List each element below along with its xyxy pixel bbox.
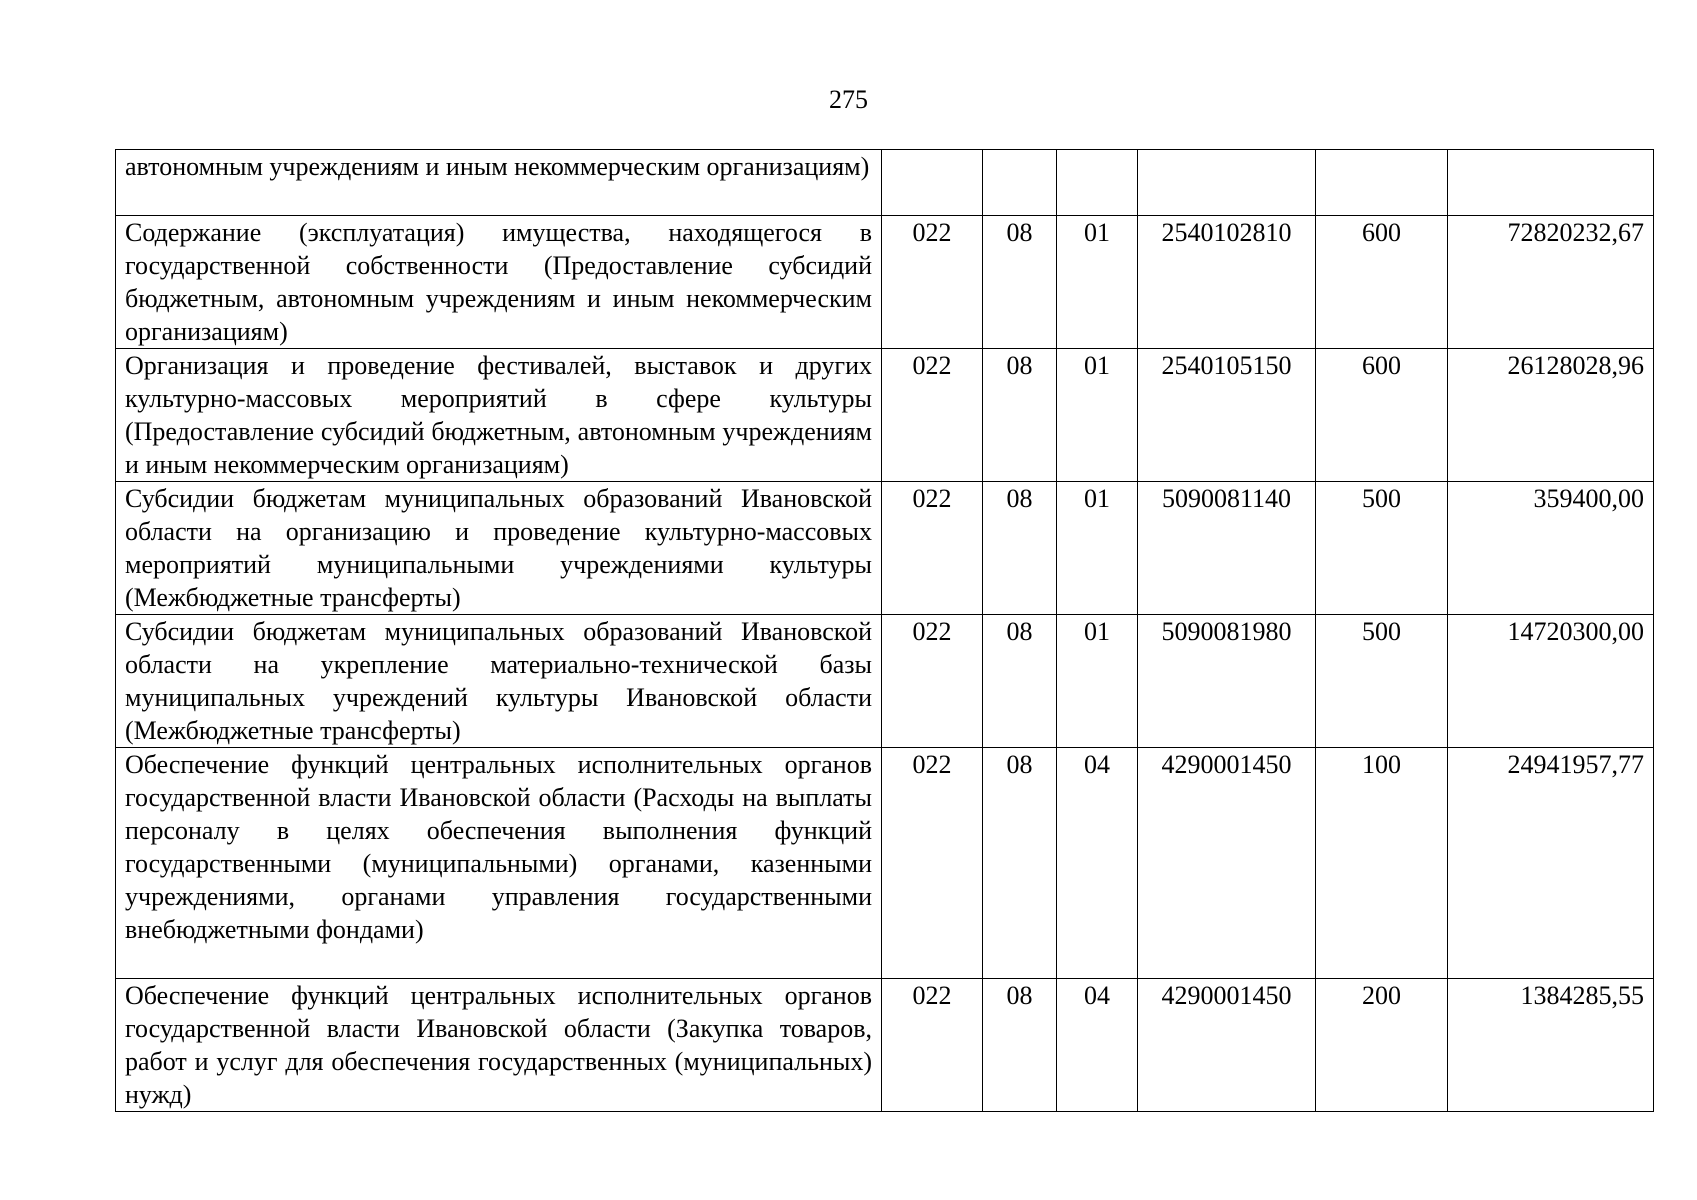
- row-description: Обеспечение функций центральных исполнительных органов государственной власти Ивановской области (Расходы на выплаты персоналу в целях обеспечения выполнения функций государственными (муниципальными) органами, казенными учреждениями, органами управления государственными внебюджетными фондами): [116, 748, 882, 979]
- budget-table: [115, 149, 1654, 1112]
- row-ministry-code: 022: [882, 979, 983, 1112]
- row-amount: 72820232,67: [1448, 216, 1654, 349]
- row-amount: 359400,00: [1448, 482, 1654, 615]
- table-row: [116, 979, 1654, 1112]
- row-ministry-code: [882, 150, 983, 216]
- row-ministry-code: 022: [882, 615, 983, 748]
- row-ministry-code: 022: [882, 349, 983, 482]
- row-target-article: [1138, 150, 1316, 216]
- row-section-code: [983, 150, 1057, 216]
- row-description: Организация и проведение фестивалей, выставок и других культурно-массовых мероприятий в сфере культуры (Предоставление субсидий бюджетным, автономным учреждениям и иным некоммерческим организациям): [116, 349, 882, 482]
- row-section-code: 08: [983, 349, 1057, 482]
- row-description: автономным учреждениям и иным некоммерческим организациям): [116, 150, 882, 216]
- table-row: [116, 615, 1654, 748]
- table-row: [116, 349, 1654, 482]
- row-section-code: 08: [983, 615, 1057, 748]
- row-description: Содержание (эксплуатация) имущества, находящегося в государственной собственности (Предоставление субсидий бюджетным, автономным учреждениям и иным некоммерческим организациям): [116, 216, 882, 349]
- table-row: [116, 482, 1654, 615]
- row-description: Субсидии бюджетам муниципальных образований Ивановской области на укрепление материально-технической базы муниципальных учреждений культуры Ивановской области (Межбюджетные трансферты): [116, 615, 882, 748]
- row-expense-type: 100: [1316, 748, 1448, 979]
- row-subsection-code: 01: [1057, 349, 1138, 482]
- row-section-code: 08: [983, 482, 1057, 615]
- page-number: 275: [829, 85, 868, 114]
- row-subsection-code: 04: [1057, 748, 1138, 979]
- row-target-article: 4290001450: [1138, 979, 1316, 1112]
- row-section-code: 08: [983, 216, 1057, 349]
- row-target-article: 2540105150: [1138, 349, 1316, 482]
- row-target-article: 2540102810: [1138, 216, 1316, 349]
- table-row: [116, 748, 1654, 979]
- row-expense-type: 200: [1316, 979, 1448, 1112]
- row-expense-type: 500: [1316, 615, 1448, 748]
- table-row: [116, 216, 1654, 349]
- row-amount: 1384285,55: [1448, 979, 1654, 1112]
- row-expense-type: 600: [1316, 216, 1448, 349]
- row-expense-type: 500: [1316, 482, 1448, 615]
- row-amount: 24941957,77: [1448, 748, 1654, 979]
- row-target-article: 5090081980: [1138, 615, 1316, 748]
- row-target-article: 4290001450: [1138, 748, 1316, 979]
- row-target-article: 5090081140: [1138, 482, 1316, 615]
- table-row: [116, 150, 1654, 216]
- row-description: Обеспечение функций центральных исполнительных органов государственной власти Ивановской области (Закупка товаров, работ и услуг для обеспечения государственных (муниципальных) нужд): [116, 979, 882, 1112]
- row-expense-type: [1316, 150, 1448, 216]
- row-amount: 26128028,96: [1448, 349, 1654, 482]
- row-ministry-code: 022: [882, 748, 983, 979]
- row-subsection-code: 04: [1057, 979, 1138, 1112]
- row-section-code: 08: [983, 748, 1057, 979]
- row-amount: [1448, 150, 1654, 216]
- row-ministry-code: 022: [882, 482, 983, 615]
- row-subsection-code: 01: [1057, 216, 1138, 349]
- row-subsection-code: 01: [1057, 482, 1138, 615]
- row-subsection-code: 01: [1057, 615, 1138, 748]
- row-section-code: 08: [983, 979, 1057, 1112]
- row-ministry-code: 022: [882, 216, 983, 349]
- row-description: Субсидии бюджетам муниципальных образований Ивановской области на организацию и проведение культурно-массовых мероприятий муниципальными учреждениями культуры (Межбюджетные трансферты): [116, 482, 882, 615]
- row-subsection-code: [1057, 150, 1138, 216]
- row-expense-type: 600: [1316, 349, 1448, 482]
- row-amount: 14720300,00: [1448, 615, 1654, 748]
